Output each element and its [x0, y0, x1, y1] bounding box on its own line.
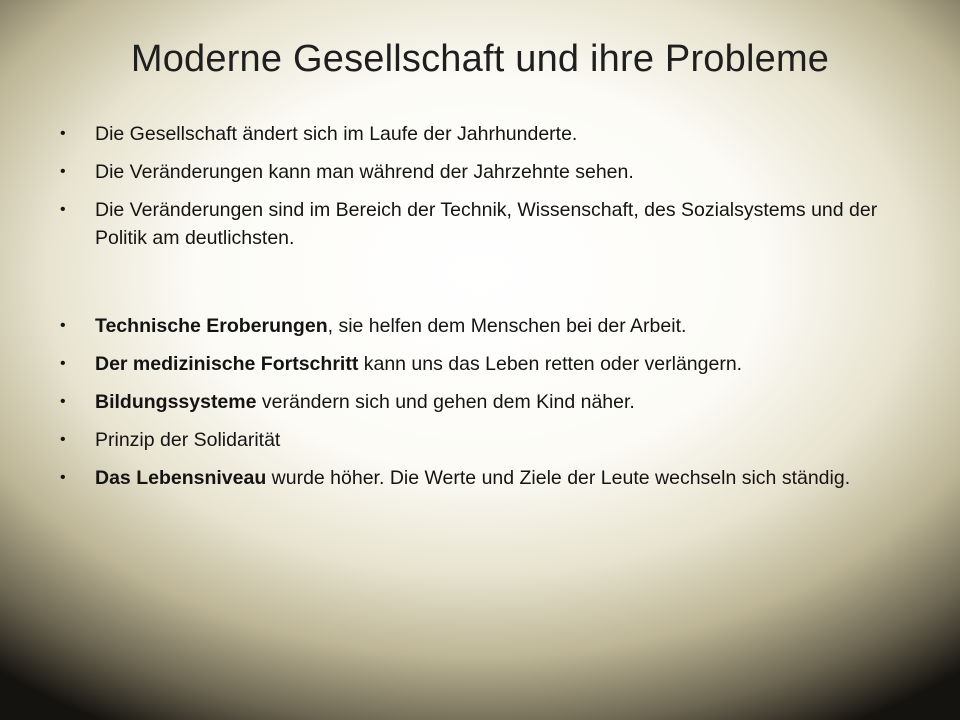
- bullet-bold-term: Das Lebensniveau: [95, 467, 267, 489]
- bullet-text: verändern sich und gehen dem Kind näher.: [256, 391, 635, 413]
- bullet-dot-icon: •: [60, 469, 66, 486]
- bullet-item: [60, 388, 900, 416]
- bullet-item: [60, 196, 900, 252]
- bullet-item: [60, 350, 900, 378]
- bullet-dot-icon: •: [60, 393, 66, 410]
- bullet-dot-icon: •: [60, 163, 66, 180]
- bullet-dot-icon: •: [60, 355, 66, 372]
- bullet-item: [60, 312, 900, 340]
- bullet-text: Die Gesellschaft ändert sich im Laufe der Jahrhunderte.: [95, 123, 578, 145]
- bullet-item: [60, 120, 900, 148]
- bullet-item: [60, 426, 900, 454]
- slide-title: Moderne Gesellschaft und ihre Probleme: [130, 38, 830, 80]
- bullet-text: , sie helfen dem Menschen bei der Arbeit.: [327, 315, 687, 337]
- bullet-bold-term: Technische Eroberungen: [95, 315, 328, 337]
- bullet-dot-icon: •: [60, 125, 66, 142]
- bullet-dot-icon: •: [60, 431, 66, 448]
- bullet-dot-icon: •: [60, 201, 66, 218]
- bullet-item: [60, 464, 900, 492]
- bullet-list-intro: [60, 120, 900, 262]
- bullet-list-changes: [60, 312, 900, 502]
- bullet-text: Die Veränderungen kann man während der Jahrzehnte sehen.: [95, 161, 634, 183]
- bullet-bold-term: Der medizinische Fortschritt: [95, 353, 359, 375]
- bullet-text: Die Veränderungen sind im Bereich der Technik, Wissenschaft, des Sozialsystems und der Politik am deutlichsten.: [95, 199, 878, 249]
- bullet-text: kann uns das Leben retten oder verlängern.: [358, 353, 743, 375]
- bullet-bold-term: Bildungssysteme: [95, 391, 257, 413]
- bullet-text: wurde höher. Die Werte und Ziele der Leute wechseln sich ständig.: [266, 467, 851, 489]
- bullet-dot-icon: •: [60, 317, 66, 334]
- bullet-item: [60, 158, 900, 186]
- bullet-text: Prinzip der Solidarität: [95, 429, 281, 451]
